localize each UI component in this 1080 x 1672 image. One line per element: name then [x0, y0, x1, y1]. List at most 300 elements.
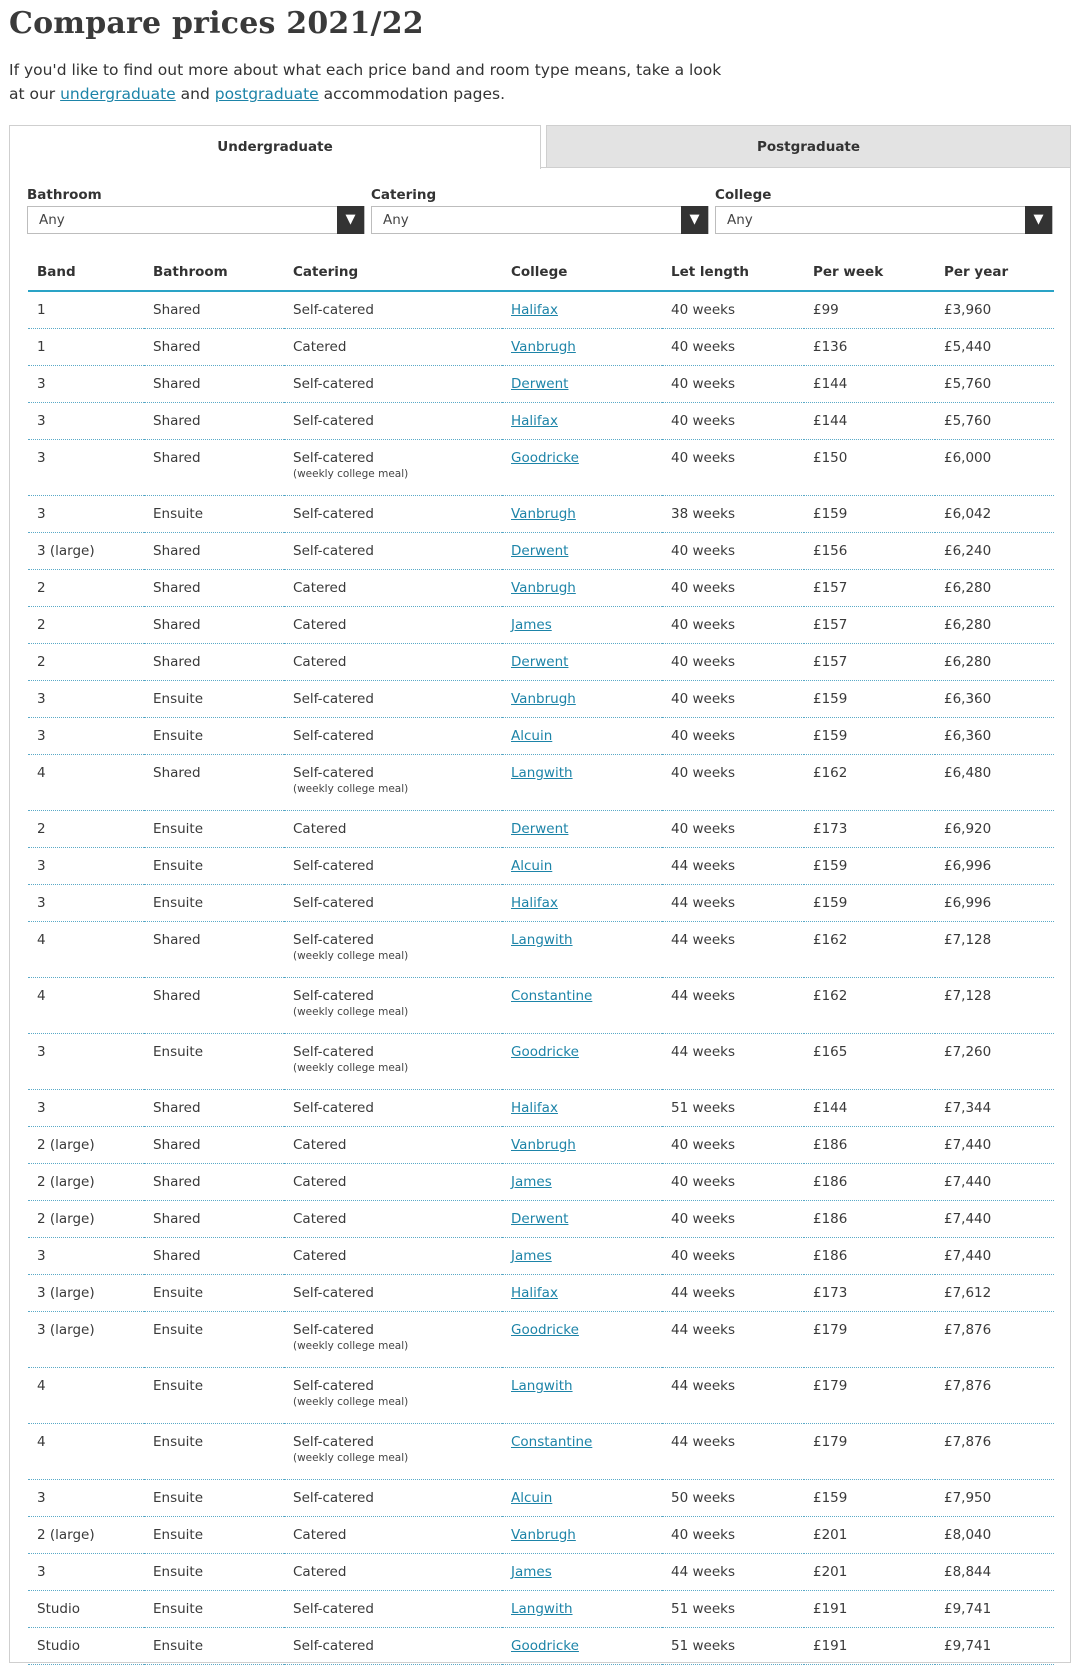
catering-value: Catered [293, 1248, 347, 1264]
intro-text [9, 58, 729, 106]
cell-per-year: £7,876 [935, 1312, 1054, 1368]
cell-per-week: £156 [804, 533, 935, 570]
college-link[interactable]: Vanbrugh [511, 339, 576, 355]
cell-band: 2 (large) [28, 1164, 144, 1201]
cell-per-year: £6,360 [935, 681, 1054, 718]
intro-before: If you'd like to find out more about what each price band and room type means, take a look at our [9, 61, 722, 103]
college-link[interactable]: James [511, 1248, 552, 1264]
college-filter [715, 187, 1053, 234]
table-row [28, 1480, 1054, 1517]
catering-value: Self-catered [293, 1490, 374, 1506]
cell-let-length: 40 weeks [662, 440, 804, 496]
cell-let-length: 44 weeks [662, 848, 804, 885]
college-link[interactable]: Goodricke [511, 1322, 579, 1338]
cell-per-week: £159 [804, 1480, 935, 1517]
cell-per-week: £179 [804, 1424, 935, 1480]
table-row [28, 885, 1054, 922]
college-link[interactable]: Vanbrugh [511, 506, 576, 522]
cell-catering [284, 1034, 502, 1090]
cell-catering [284, 718, 502, 755]
cell-per-week: £179 [804, 1368, 935, 1424]
cell-band: 4 [28, 755, 144, 811]
cell-per-year: £6,920 [935, 811, 1054, 848]
cell-bathroom: Shared [144, 978, 284, 1034]
cell-let-length: 38 weeks [662, 496, 804, 533]
cell-catering [284, 644, 502, 681]
cell-bathroom: Ensuite [144, 1424, 284, 1480]
tab-postgraduate[interactable]: Postgraduate [546, 125, 1071, 168]
catering-note: (weekly college meal) [293, 468, 409, 480]
cell-per-week: £159 [804, 885, 935, 922]
catering-select-value: Any [383, 212, 409, 228]
cell-college [502, 1090, 662, 1127]
cell-catering [284, 755, 502, 811]
cell-per-year: £6,280 [935, 570, 1054, 607]
cell-per-year: £6,280 [935, 607, 1054, 644]
cell-let-length: 40 weeks [662, 366, 804, 403]
table-row [28, 922, 1054, 978]
cell-let-length: 44 weeks [662, 1034, 804, 1090]
cell-catering [284, 922, 502, 978]
cell-per-year: £7,440 [935, 1127, 1054, 1164]
table-row [28, 681, 1054, 718]
cell-per-week: £162 [804, 755, 935, 811]
cell-college [502, 755, 662, 811]
cell-let-length: 40 weeks [662, 681, 804, 718]
cell-per-week: £186 [804, 1164, 935, 1201]
cell-per-year: £5,760 [935, 403, 1054, 440]
cell-catering [284, 403, 502, 440]
cell-band: 3 [28, 1480, 144, 1517]
catering-filter-label: Catering [371, 187, 437, 203]
college-link[interactable]: Halifax [511, 1100, 558, 1116]
cell-college [502, 1480, 662, 1517]
cell-band: 3 [28, 440, 144, 496]
cell-bathroom: Shared [144, 329, 284, 366]
college-link[interactable]: Constantine [511, 1434, 593, 1450]
table-row [28, 1034, 1054, 1090]
cell-per-week: £201 [804, 1554, 935, 1591]
cell-college [502, 291, 662, 329]
catering-value: Self-catered [293, 1285, 374, 1301]
cell-catering [284, 1201, 502, 1238]
catering-value: Self-catered [293, 506, 374, 522]
college-link[interactable]: James [511, 1564, 552, 1580]
college-link[interactable]: Derwent [511, 376, 569, 392]
postgraduate-link[interactable]: postgraduate [214, 85, 319, 103]
college-link[interactable]: Vanbrugh [511, 1137, 576, 1153]
cell-band: 3 [28, 681, 144, 718]
cell-per-week: £162 [804, 978, 935, 1034]
cell-let-length: 40 weeks [662, 607, 804, 644]
college-link[interactable]: Goodricke [511, 1638, 579, 1654]
cell-per-week: £144 [804, 366, 935, 403]
cell-per-week: £186 [804, 1238, 935, 1275]
college-link[interactable]: Halifax [511, 302, 558, 318]
table-row [28, 533, 1054, 570]
cell-band: 1 [28, 291, 144, 329]
bathroom-select-value: Any [39, 212, 65, 228]
catering-value: Self-catered [293, 302, 374, 318]
cell-band: 3 [28, 848, 144, 885]
college-link[interactable]: Langwith [511, 932, 573, 948]
table-row [28, 755, 1054, 811]
cell-per-week: £173 [804, 811, 935, 848]
cell-college [502, 1554, 662, 1591]
cell-college [502, 440, 662, 496]
cell-college [502, 1368, 662, 1424]
catering-filter [371, 187, 709, 234]
cell-bathroom: Ensuite [144, 496, 284, 533]
cell-band: 3 (large) [28, 1312, 144, 1368]
caret-down-icon[interactable]: ▼ [1025, 206, 1052, 234]
cell-per-year: £9,741 [935, 1628, 1054, 1665]
cell-band: 2 (large) [28, 1517, 144, 1554]
cell-catering [284, 978, 502, 1034]
table-row [28, 496, 1054, 533]
cell-college [502, 496, 662, 533]
cell-catering [284, 1517, 502, 1554]
cell-bathroom: Shared [144, 533, 284, 570]
catering-value: Self-catered [293, 413, 374, 429]
cell-catering [284, 1127, 502, 1164]
cell-bathroom: Shared [144, 440, 284, 496]
college-link[interactable]: James [511, 1174, 552, 1190]
catering-value: Catered [293, 1527, 347, 1543]
catering-value: Self-catered [293, 765, 374, 781]
cell-college [502, 1517, 662, 1554]
cell-let-length: 44 weeks [662, 1275, 804, 1312]
cell-college [502, 922, 662, 978]
catering-select[interactable] [371, 206, 709, 234]
table-row [28, 978, 1054, 1034]
cell-bathroom: Shared [144, 291, 284, 329]
cell-catering [284, 1090, 502, 1127]
table-row [28, 1554, 1054, 1591]
cell-bathroom: Ensuite [144, 1312, 284, 1368]
cell-band: 3 [28, 403, 144, 440]
catering-value: Catered [293, 821, 347, 837]
college-link[interactable]: Alcuin [511, 858, 553, 874]
cell-per-year: £8,844 [935, 1554, 1054, 1591]
cell-bathroom: Ensuite [144, 1368, 284, 1424]
catering-value: Catered [293, 339, 347, 355]
cell-college [502, 848, 662, 885]
cell-bathroom: Shared [144, 922, 284, 978]
cell-college [502, 885, 662, 922]
college-link[interactable]: Vanbrugh [511, 580, 576, 596]
cell-college [502, 607, 662, 644]
column-header-catering[interactable]: Catering [284, 254, 502, 291]
undergraduate-link[interactable]: undergraduate [60, 85, 176, 103]
cell-bathroom: Shared [144, 366, 284, 403]
cell-bathroom: Ensuite [144, 848, 284, 885]
catering-value: Self-catered [293, 691, 374, 707]
table-row [28, 644, 1054, 681]
cell-bathroom: Ensuite [144, 1628, 284, 1665]
cell-let-length: 51 weeks [662, 1628, 804, 1665]
cell-per-week: £191 [804, 1628, 935, 1665]
cell-let-length: 40 weeks [662, 570, 804, 607]
cell-college [502, 533, 662, 570]
column-header-per-week[interactable]: Per week [804, 254, 935, 291]
cell-band: 3 [28, 1090, 144, 1127]
college-link[interactable]: Goodricke [511, 450, 579, 466]
college-link[interactable]: Halifax [511, 1285, 558, 1301]
cell-per-week: £144 [804, 403, 935, 440]
cell-let-length: 40 weeks [662, 533, 804, 570]
catering-note: (weekly college meal) [293, 1396, 409, 1408]
catering-value: Catered [293, 1564, 347, 1580]
cell-bathroom: Ensuite [144, 1554, 284, 1591]
cell-band: 4 [28, 1424, 144, 1480]
cell-per-year: £6,000 [935, 440, 1054, 496]
table-row [28, 1517, 1054, 1554]
cell-catering [284, 440, 502, 496]
college-link[interactable]: Vanbrugh [511, 1527, 576, 1543]
cell-college [502, 366, 662, 403]
cell-bathroom: Ensuite [144, 1034, 284, 1090]
catering-value: Self-catered [293, 858, 374, 874]
bathroom-filter [27, 187, 365, 234]
cell-let-length: 44 weeks [662, 1368, 804, 1424]
cell-per-week: £136 [804, 329, 935, 366]
cell-per-week: £157 [804, 607, 935, 644]
bathroom-select[interactable] [27, 206, 365, 234]
cell-band: Studio [28, 1591, 144, 1628]
bathroom-filter-label: Bathroom [27, 187, 102, 203]
tab-undergraduate[interactable]: Undergraduate [9, 125, 541, 169]
cell-bathroom: Ensuite [144, 1275, 284, 1312]
college-select[interactable] [715, 206, 1053, 234]
cell-per-week: £99 [804, 291, 935, 329]
cell-college [502, 1164, 662, 1201]
catering-value: Catered [293, 1211, 347, 1227]
cell-bathroom: Shared [144, 1201, 284, 1238]
cell-per-year: £7,128 [935, 922, 1054, 978]
column-header-college[interactable]: College [502, 254, 662, 291]
cell-let-length: 44 weeks [662, 885, 804, 922]
cell-per-year: £9,741 [935, 1591, 1054, 1628]
cell-per-year: £7,950 [935, 1480, 1054, 1517]
cell-band: 3 (large) [28, 1275, 144, 1312]
cell-band: 3 (large) [28, 533, 144, 570]
cell-per-year: £8,040 [935, 1517, 1054, 1554]
catering-value: Self-catered [293, 376, 374, 392]
cell-college [502, 644, 662, 681]
cell-let-length: 40 weeks [662, 811, 804, 848]
catering-value: Self-catered [293, 1378, 374, 1394]
table-row [28, 1090, 1054, 1127]
catering-value: Self-catered [293, 1100, 374, 1116]
cell-let-length: 44 weeks [662, 1424, 804, 1480]
intro-after: accommodation pages. [318, 85, 506, 103]
cell-per-week: £159 [804, 718, 935, 755]
cell-band: 2 [28, 811, 144, 848]
cell-catering [284, 681, 502, 718]
cell-college [502, 1238, 662, 1275]
price-table [28, 254, 1054, 1665]
table-row [28, 1591, 1054, 1628]
catering-value: Self-catered [293, 895, 374, 911]
cell-let-length: 40 weeks [662, 329, 804, 366]
cell-band: 3 [28, 1034, 144, 1090]
cell-band: 3 [28, 885, 144, 922]
cell-band: 4 [28, 922, 144, 978]
college-link[interactable]: Langwith [511, 1601, 573, 1617]
column-header-let-length[interactable]: Let length [662, 254, 804, 291]
cell-bathroom: Ensuite [144, 718, 284, 755]
catering-value: Self-catered [293, 1434, 374, 1450]
cell-per-year: £7,876 [935, 1368, 1054, 1424]
cell-per-year: £7,344 [935, 1090, 1054, 1127]
cell-catering [284, 607, 502, 644]
cell-college [502, 329, 662, 366]
column-header-per-year[interactable]: Per year [935, 254, 1054, 291]
college-link[interactable]: Langwith [511, 765, 573, 781]
cell-per-year: £7,260 [935, 1034, 1054, 1090]
cell-catering [284, 1591, 502, 1628]
cell-let-length: 40 weeks [662, 1164, 804, 1201]
cell-let-length: 40 weeks [662, 718, 804, 755]
column-header-bathroom[interactable]: Bathroom [144, 254, 284, 291]
cell-let-length: 40 weeks [662, 291, 804, 329]
cell-bathroom: Shared [144, 644, 284, 681]
cell-college [502, 811, 662, 848]
prices-panel [9, 167, 1071, 1663]
college-link[interactable]: Alcuin [511, 728, 553, 744]
cell-per-week: £162 [804, 922, 935, 978]
college-link[interactable]: Vanbrugh [511, 691, 576, 707]
table-row [28, 718, 1054, 755]
cell-let-length: 44 weeks [662, 1312, 804, 1368]
cell-band: 1 [28, 329, 144, 366]
cell-bathroom: Shared [144, 1164, 284, 1201]
catering-value: Self-catered [293, 728, 374, 744]
cell-college [502, 1127, 662, 1164]
table-row [28, 1238, 1054, 1275]
table-body [28, 291, 1054, 1665]
cell-per-year: £7,440 [935, 1164, 1054, 1201]
cell-catering [284, 1368, 502, 1424]
cell-let-length: 40 weeks [662, 403, 804, 440]
cell-let-length: 51 weeks [662, 1591, 804, 1628]
caret-down-icon[interactable]: ▼ [681, 206, 708, 234]
table-row [28, 1201, 1054, 1238]
table-row [28, 329, 1054, 366]
cell-per-year: £5,440 [935, 329, 1054, 366]
cell-bathroom: Ensuite [144, 811, 284, 848]
caret-down-icon[interactable]: ▼ [337, 206, 364, 234]
college-link[interactable]: Goodricke [511, 1044, 579, 1060]
cell-band: 2 [28, 644, 144, 681]
catering-value: Catered [293, 1174, 347, 1190]
cell-band: 2 [28, 570, 144, 607]
table-row [28, 1368, 1054, 1424]
catering-value: Self-catered [293, 1638, 374, 1654]
cell-college [502, 1034, 662, 1090]
cell-band: 2 [28, 607, 144, 644]
column-header-band[interactable]: Band [28, 254, 144, 291]
cell-catering [284, 1164, 502, 1201]
cell-per-year: £6,996 [935, 885, 1054, 922]
college-link[interactable]: Constantine [511, 988, 593, 1004]
catering-value: Self-catered [293, 1044, 374, 1060]
cell-per-week: £201 [804, 1517, 935, 1554]
table-row [28, 570, 1054, 607]
cell-per-year: £7,128 [935, 978, 1054, 1034]
cell-catering [284, 1480, 502, 1517]
cell-college [502, 403, 662, 440]
college-select-value: Any [727, 212, 753, 228]
catering-value: Catered [293, 1137, 347, 1153]
cell-let-length: 51 weeks [662, 1090, 804, 1127]
college-link[interactable]: Derwent [511, 543, 569, 559]
cell-catering [284, 811, 502, 848]
cell-per-week: £157 [804, 570, 935, 607]
cell-bathroom: Shared [144, 1127, 284, 1164]
table-row [28, 291, 1054, 329]
college-link[interactable]: Derwent [511, 1211, 569, 1227]
college-link[interactable]: Derwent [511, 821, 569, 837]
cell-band: 3 [28, 718, 144, 755]
cell-band: 3 [28, 1554, 144, 1591]
cell-band: 4 [28, 978, 144, 1034]
college-link[interactable]: Langwith [511, 1378, 573, 1394]
cell-per-year: £6,042 [935, 496, 1054, 533]
cell-catering [284, 1275, 502, 1312]
cell-per-week: £159 [804, 681, 935, 718]
catering-value: Catered [293, 580, 347, 596]
cell-catering [284, 533, 502, 570]
college-link[interactable]: Alcuin [511, 1490, 553, 1506]
cell-college [502, 1312, 662, 1368]
cell-per-year: £6,240 [935, 533, 1054, 570]
cell-catering [284, 291, 502, 329]
cell-let-length: 40 weeks [662, 1127, 804, 1164]
cell-bathroom: Ensuite [144, 885, 284, 922]
cell-let-length: 40 weeks [662, 755, 804, 811]
cell-catering [284, 848, 502, 885]
cell-let-length: 50 weeks [662, 1480, 804, 1517]
cell-per-week: £165 [804, 1034, 935, 1090]
table-row [28, 1628, 1054, 1665]
college-link[interactable]: James [511, 617, 552, 633]
cell-per-year: £7,612 [935, 1275, 1054, 1312]
intro-middle: and [175, 85, 215, 103]
table-row [28, 848, 1054, 885]
catering-value: Catered [293, 617, 347, 633]
cell-band: 3 [28, 366, 144, 403]
cell-per-year: £6,996 [935, 848, 1054, 885]
cell-bathroom: Ensuite [144, 681, 284, 718]
cell-bathroom: Ensuite [144, 1591, 284, 1628]
cell-per-year: £7,440 [935, 1238, 1054, 1275]
cell-per-week: £150 [804, 440, 935, 496]
table-header-row [28, 254, 1054, 291]
table-row [28, 1275, 1054, 1312]
cell-per-week: £173 [804, 1275, 935, 1312]
cell-let-length: 40 weeks [662, 644, 804, 681]
cell-catering [284, 885, 502, 922]
college-link[interactable]: Halifax [511, 413, 558, 429]
college-link[interactable]: Derwent [511, 654, 569, 670]
college-link[interactable]: Halifax [511, 895, 558, 911]
cell-bathroom: Shared [144, 1090, 284, 1127]
cell-let-length: 44 weeks [662, 922, 804, 978]
cell-catering [284, 1312, 502, 1368]
cell-per-week: £186 [804, 1201, 935, 1238]
